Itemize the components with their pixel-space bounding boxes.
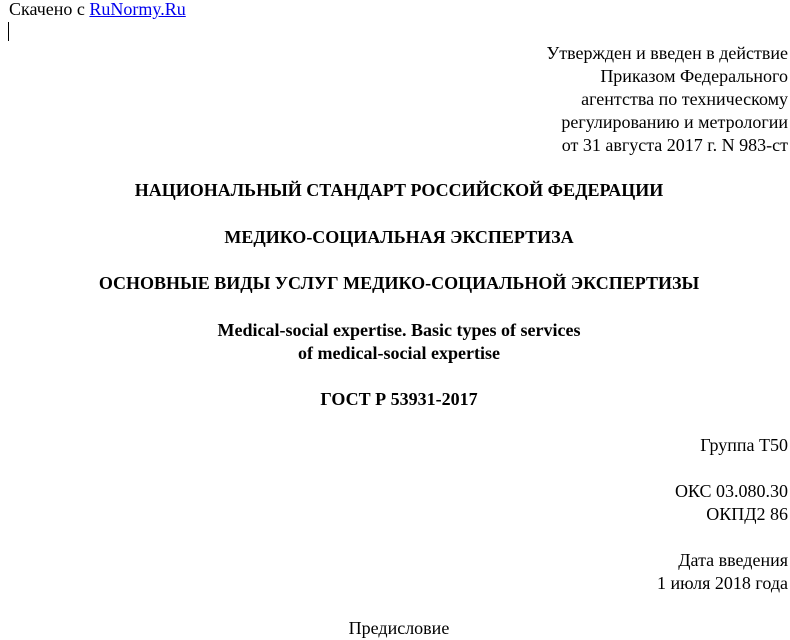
standard-designation: ГОСТ Р 53931-2017: [320, 389, 478, 409]
text-cursor: [8, 22, 9, 41]
approval-line: от 31 августа 2017 г. N 983-ст: [561, 135, 788, 155]
field-heading: МЕДИКО-СОЦИАЛЬНАЯ ЭКСПЕРТИЗА: [224, 227, 574, 247]
oks-code: ОКС 03.080.30: [674, 481, 788, 501]
approval-line: агентства по техническому: [581, 89, 788, 109]
english-title-line1: Medical-social expertise. Basic types of services: [217, 320, 581, 340]
approval-line: регулированию и метрологии: [561, 112, 788, 132]
okpd-code: ОКПД2 86: [706, 504, 788, 524]
preface-heading: Предисловие: [348, 618, 450, 638]
introduction-date: 1 июля 2018 года: [657, 573, 788, 593]
national-standard-heading: НАЦИОНАЛЬНЫЙ СТАНДАРТ РОССИЙСКОЙ ФЕДЕРАЦИИ: [134, 180, 664, 200]
source-prefix: Скачено с: [9, 0, 85, 19]
approval-line: Приказом Федерального: [600, 66, 788, 86]
approval-block: [546, 42, 788, 157]
source-line: [9, 0, 186, 21]
english-title-line2: of medical-social expertise: [298, 343, 500, 363]
document-title: ОСНОВНЫЕ ВИДЫ УСЛУГ МЕДИКО-СОЦИАЛЬНОЙ ЭКСПЕРТИЗЫ: [98, 273, 700, 293]
approval-line: Утвержден и введен в действие: [546, 43, 788, 63]
group-code: Группа T50: [700, 435, 788, 455]
introduction-label: Дата введения: [678, 550, 788, 570]
source-link[interactable]: RuNormy.Ru: [89, 0, 186, 19]
